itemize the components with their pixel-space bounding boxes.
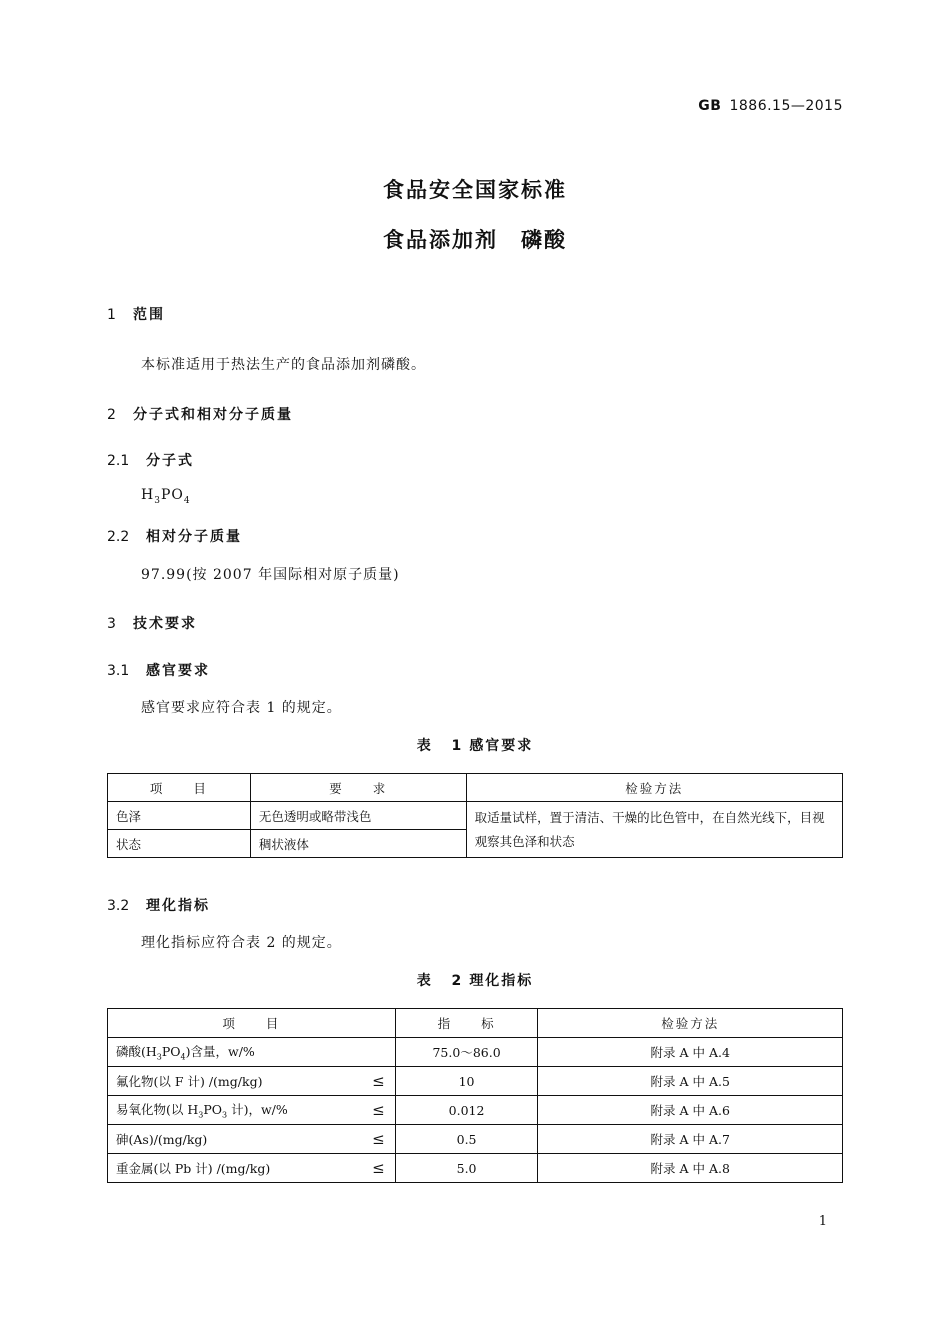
table-cell-method: 附录 A 中 A.7 [538, 1125, 843, 1154]
table-cell-value: 5.0 [395, 1154, 538, 1183]
table-header-cell: 检验方法 [538, 1009, 843, 1038]
table-row [108, 1038, 843, 1067]
table-row [108, 1125, 843, 1154]
table-cell-item: 色泽 [108, 802, 251, 830]
table-cell-value: 75.0～86.0 [395, 1038, 538, 1067]
table-row [108, 1154, 843, 1183]
standard-number: 1886.15—2015 [729, 98, 843, 114]
section-2-heading: 2 分子式和相对分子质量 [107, 407, 293, 423]
table-cell-value: 10 [395, 1067, 538, 1096]
table-header-cell: 项 目 [108, 774, 251, 802]
less-equal-symbol: ≤ [372, 1101, 385, 1119]
table-row [108, 802, 843, 830]
table-header-cell: 项 目 [108, 1009, 396, 1038]
table-1-caption: 表 1感官要求 [416, 738, 534, 754]
molecular-formula: $H_3PO_4$ [141, 487, 191, 506]
table-cell-value: 0.012 [395, 1096, 538, 1125]
table-header-row [108, 774, 843, 802]
table-row [108, 1067, 843, 1096]
section-2-1-heading: 2.1 分子式 [107, 453, 194, 469]
page-number: 1 [818, 1214, 827, 1229]
table-header-cell: 指 标 [395, 1009, 538, 1038]
less-equal-symbol: ≤ [372, 1130, 385, 1148]
table-cell-requirement: 稠状液体 [250, 830, 466, 858]
section-2-2-heading: 2.2 相对分子质量 [107, 529, 242, 545]
table-cell-item: 砷(As)/(mg/kg) ≤ [108, 1125, 396, 1154]
section-3-2-heading: 3.2 理化指标 [107, 898, 210, 914]
table-cell-item: 状态 [108, 830, 251, 858]
table-cell-method: 附录 A 中 A.6 [538, 1096, 843, 1125]
less-equal-symbol: ≤ [372, 1072, 385, 1090]
table-cell-method: 取适量试样，置于清洁、干燥的比色管中，在自然光线下，目视观察其色泽和状态 [466, 802, 842, 858]
section-1-text: 本标准适用于热法生产的食品添加剂磷酸。 [141, 357, 426, 373]
table-header-cell: 要 求 [250, 774, 466, 802]
less-equal-symbol: ≤ [372, 1159, 385, 1177]
table-cell-method: 附录 A 中 A.4 [538, 1038, 843, 1067]
table-cell-requirement: 无色透明或略带浅色 [250, 802, 466, 830]
table-cell-item: 易氧化物(以 $H_3PO_3$ 计)，w/% ≤ [108, 1096, 396, 1125]
section-1-heading: 1 范围 [107, 307, 165, 323]
table-header-cell: 检验方法 [466, 774, 842, 802]
table-cell-item: 磷酸$(H_3PO_4)$含量，w/% [108, 1038, 396, 1067]
table-2-caption: 表 2理化指标 [416, 973, 534, 989]
standard-code [698, 98, 843, 114]
molecular-mass-text: 97.99(按 2007 年国际相对原子质量) [141, 567, 400, 583]
table-1-sensory [107, 773, 843, 858]
section-3-1-text: 感官要求应符合表 1 的规定。 [141, 700, 342, 716]
table-cell-item: 氟化物(以 F 计) /(mg/kg) ≤ [108, 1067, 396, 1096]
section-3-heading: 3 技术要求 [107, 616, 197, 632]
table-cell-method: 附录 A 中 A.5 [538, 1067, 843, 1096]
section-3-1-heading: 3.1 感官要求 [107, 663, 210, 679]
document-subtitle: 食品添加剂 磷酸 [383, 228, 567, 252]
section-3-2-text: 理化指标应符合表 2 的规定。 [141, 935, 342, 951]
table-row [108, 1096, 843, 1125]
table-cell-method: 附录 A 中 A.8 [538, 1154, 843, 1183]
table-2-physicochemical [107, 1008, 843, 1183]
table-cell-item: 重金属(以 Pb 计) /(mg/kg) ≤ [108, 1154, 396, 1183]
table-cell-value: 0.5 [395, 1125, 538, 1154]
standard-prefix: GB [698, 98, 722, 114]
document-title: 食品安全国家标准 [383, 178, 567, 202]
table-header-row [108, 1009, 843, 1038]
